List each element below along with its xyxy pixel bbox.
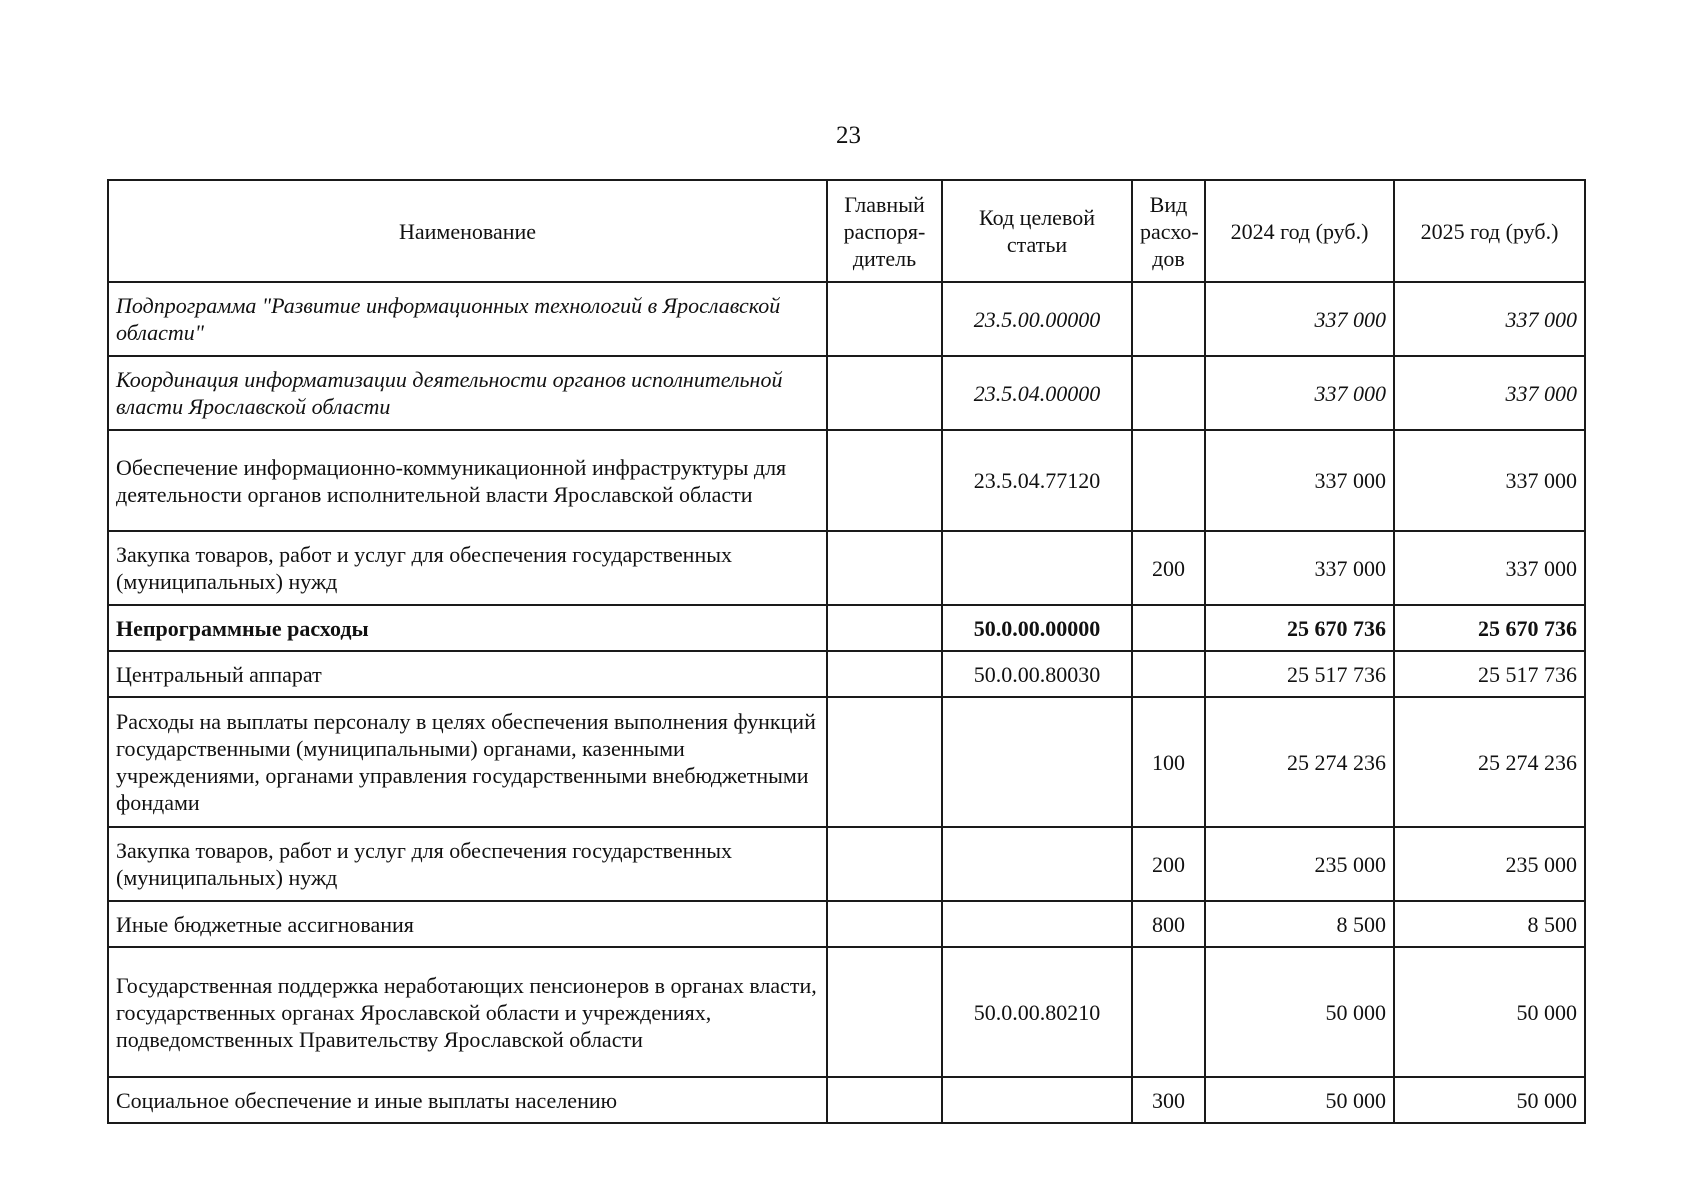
cell-y2025: 337 000 (1394, 430, 1585, 531)
cell-name: Центральный аппарат (108, 651, 827, 697)
cell-y2024: 337 000 (1205, 531, 1394, 605)
cell-y2025: 25 670 736 (1394, 605, 1585, 651)
cell-y2024: 235 000 (1205, 827, 1394, 901)
cell-name: Непрограммные расходы (108, 605, 827, 651)
table-row (108, 1077, 1585, 1123)
cell-chief (827, 901, 942, 947)
cell-y2025: 25 274 236 (1394, 697, 1585, 827)
header-name: Наименование (108, 180, 827, 282)
table-row (108, 282, 1585, 356)
header-code: Код целевой статьи (942, 180, 1132, 282)
cell-chief (827, 531, 942, 605)
cell-name: Подпрограмма "Развитие информационных технологий в Ярославской области" (108, 282, 827, 356)
cell-y2024: 25 517 736 (1205, 651, 1394, 697)
cell-kind (1132, 947, 1205, 1077)
cell-kind (1132, 356, 1205, 430)
cell-chief (827, 1077, 942, 1123)
table-row (108, 605, 1585, 651)
budget-table (107, 179, 1586, 1124)
cell-chief (827, 356, 942, 430)
table-row (108, 531, 1585, 605)
cell-kind (1132, 282, 1205, 356)
header-chief: Главный распоря-дитель (827, 180, 942, 282)
header-2025: 2025 год (руб.) (1394, 180, 1585, 282)
cell-y2024: 337 000 (1205, 356, 1394, 430)
table-row (108, 947, 1585, 1077)
cell-code: 50.0.00.80210 (942, 947, 1132, 1077)
cell-name: Расходы на выплаты персоналу в целях обеспечения выполнения функций государственными (муниципальными) органами, казенными учреждениями, органами управления государственными внебюджетными фондами (108, 697, 827, 827)
cell-y2025: 50 000 (1394, 947, 1585, 1077)
cell-kind: 200 (1132, 827, 1205, 901)
cell-chief (827, 947, 942, 1077)
cell-chief (827, 697, 942, 827)
cell-y2024: 8 500 (1205, 901, 1394, 947)
cell-name: Закупка товаров, работ и услуг для обеспечения государственных (муниципальных) нужд (108, 827, 827, 901)
cell-kind: 800 (1132, 901, 1205, 947)
cell-code: 23.5.00.00000 (942, 282, 1132, 356)
cell-chief (827, 651, 942, 697)
cell-kind (1132, 430, 1205, 531)
header-2024: 2024 год (руб.) (1205, 180, 1394, 282)
cell-kind: 100 (1132, 697, 1205, 827)
cell-chief (827, 605, 942, 651)
table-row (108, 356, 1585, 430)
cell-code: 50.0.00.00000 (942, 605, 1132, 651)
cell-code (942, 901, 1132, 947)
cell-chief (827, 430, 942, 531)
cell-chief (827, 282, 942, 356)
cell-code: 23.5.04.77120 (942, 430, 1132, 531)
cell-chief (827, 827, 942, 901)
cell-y2024: 50 000 (1205, 947, 1394, 1077)
cell-y2024: 337 000 (1205, 430, 1394, 531)
cell-kind: 200 (1132, 531, 1205, 605)
cell-y2025: 8 500 (1394, 901, 1585, 947)
cell-y2024: 25 274 236 (1205, 697, 1394, 827)
cell-code (942, 531, 1132, 605)
cell-code: 23.5.04.00000 (942, 356, 1132, 430)
cell-y2025: 50 000 (1394, 1077, 1585, 1123)
cell-y2025: 337 000 (1394, 356, 1585, 430)
cell-y2025: 337 000 (1394, 531, 1585, 605)
cell-name: Координация информатизации деятельности органов исполнительной власти Ярославской области (108, 356, 827, 430)
cell-name: Иные бюджетные ассигнования (108, 901, 827, 947)
cell-code (942, 697, 1132, 827)
cell-name: Социальное обеспечение и иные выплаты населению (108, 1077, 827, 1123)
cell-name: Государственная поддержка неработающих пенсионеров в органах власти, государственных органах Ярославской области и учреждениях, подведомственных Правительству Ярославской области (108, 947, 827, 1077)
cell-y2024: 25 670 736 (1205, 605, 1394, 651)
table-row (108, 827, 1585, 901)
cell-kind: 300 (1132, 1077, 1205, 1123)
cell-kind (1132, 651, 1205, 697)
cell-y2025: 25 517 736 (1394, 651, 1585, 697)
cell-y2024: 337 000 (1205, 282, 1394, 356)
table-body (108, 282, 1585, 1123)
cell-code (942, 1077, 1132, 1123)
table-row (108, 901, 1585, 947)
page-number: 23 (836, 122, 861, 149)
cell-code (942, 827, 1132, 901)
cell-name: Закупка товаров, работ и услуг для обеспечения государственных (муниципальных) нужд (108, 531, 827, 605)
table-row (108, 697, 1585, 827)
table-header-row (108, 180, 1585, 282)
table-row (108, 651, 1585, 697)
header-kind: Вид расхо-дов (1132, 180, 1205, 282)
cell-y2025: 235 000 (1394, 827, 1585, 901)
table-row (108, 430, 1585, 531)
cell-code: 50.0.00.80030 (942, 651, 1132, 697)
cell-name: Обеспечение информационно-коммуникационной инфраструктуры для деятельности органов исполнительной власти Ярославской области (108, 430, 827, 531)
cell-y2024: 50 000 (1205, 1077, 1394, 1123)
cell-kind (1132, 605, 1205, 651)
cell-y2025: 337 000 (1394, 282, 1585, 356)
